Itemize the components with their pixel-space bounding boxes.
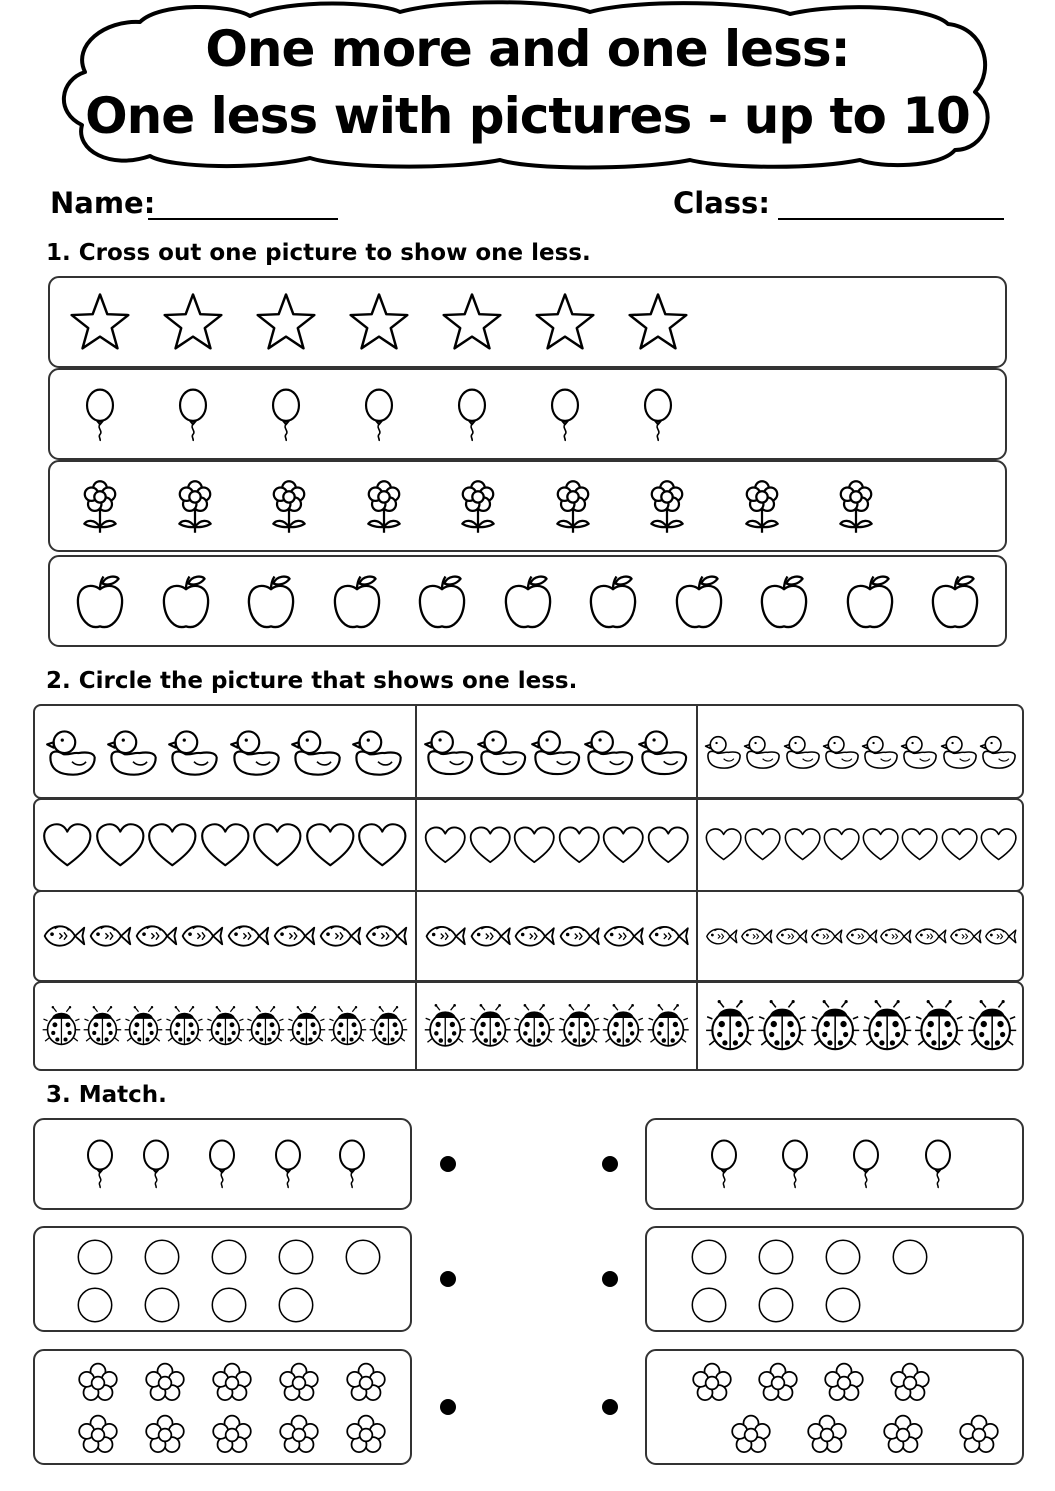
heart-icon[interactable]: [861, 825, 900, 864]
heart-icon[interactable]: [41, 819, 94, 872]
duck-icon[interactable]: [637, 725, 690, 778]
duck-icon[interactable]: [45, 725, 99, 779]
star-icon[interactable]: [534, 292, 596, 354]
balloon-icon[interactable]: [352, 373, 406, 457]
heart-icon[interactable]: [979, 825, 1018, 864]
circle-icon: [143, 1286, 181, 1324]
duck-icon[interactable]: [167, 725, 221, 779]
fish-icon[interactable]: [363, 913, 409, 959]
ladybug-icon[interactable]: [164, 1006, 205, 1047]
circle-icon: [210, 1286, 248, 1324]
flower-icon: [881, 1413, 925, 1457]
flower-icon: [143, 1361, 187, 1405]
fish-icon[interactable]: [844, 919, 879, 954]
balloon-icon[interactable]: [445, 373, 499, 457]
apple-icon[interactable]: [157, 569, 215, 635]
flower-icon: [957, 1413, 1001, 1457]
apple-icon[interactable]: [242, 569, 300, 635]
fish-icon[interactable]: [983, 919, 1018, 954]
flower-stem-icon[interactable]: [450, 467, 506, 547]
heart-icon[interactable]: [468, 823, 513, 868]
duck-icon[interactable]: [704, 732, 743, 771]
fish-icon[interactable]: [646, 914, 691, 959]
ladybug-icon[interactable]: [327, 1006, 368, 1047]
flower-stem-icon[interactable]: [261, 467, 317, 547]
fish-icon[interactable]: [948, 919, 983, 954]
circle-icon: [76, 1238, 114, 1276]
circle-icon: [891, 1238, 929, 1276]
heart-icon[interactable]: [940, 825, 979, 864]
apple-icon[interactable]: [71, 569, 129, 635]
match-dot[interactable]: [602, 1271, 618, 1287]
balloon-icon: [327, 1124, 377, 1204]
fish-icon[interactable]: [878, 919, 913, 954]
flower-stem-icon[interactable]: [167, 467, 223, 547]
star-icon[interactable]: [69, 292, 131, 354]
apple-icon[interactable]: [670, 569, 728, 635]
class-label: Class:: [673, 186, 770, 220]
ladybug-icon[interactable]: [861, 1000, 913, 1052]
flower-icon: [210, 1413, 254, 1457]
apple-icon[interactable]: [413, 569, 471, 635]
flower-icon: [76, 1361, 120, 1405]
heart-icon[interactable]: [646, 823, 691, 868]
balloon-icon: [131, 1124, 181, 1204]
circle-icon: [757, 1238, 795, 1276]
balloon-icon[interactable]: [259, 373, 313, 457]
flower-icon: [277, 1413, 321, 1457]
duck-icon[interactable]: [822, 732, 861, 771]
heart-icon[interactable]: [423, 823, 468, 868]
fish-icon[interactable]: [704, 919, 739, 954]
match-dot[interactable]: [440, 1399, 456, 1415]
apple-icon[interactable]: [584, 569, 642, 635]
name-label: Name:: [50, 186, 156, 220]
duck-icon[interactable]: [583, 725, 636, 778]
apple-icon[interactable]: [755, 569, 813, 635]
fish-icon[interactable]: [271, 913, 317, 959]
ladybug-icon[interactable]: [245, 1006, 286, 1047]
ladybug-icon[interactable]: [468, 1004, 513, 1049]
heart-icon[interactable]: [557, 823, 602, 868]
ladybug-icon[interactable]: [809, 1000, 861, 1052]
balloon-icon: [770, 1124, 820, 1204]
star-icon[interactable]: [348, 292, 410, 354]
heart-icon[interactable]: [783, 825, 822, 864]
fish-icon[interactable]: [512, 914, 557, 959]
heart-icon[interactable]: [601, 823, 646, 868]
flower-stem-icon[interactable]: [639, 467, 695, 547]
flower-icon: [277, 1361, 321, 1405]
balloon-icon: [197, 1124, 247, 1204]
flower-icon: [756, 1361, 800, 1405]
fish-icon[interactable]: [87, 913, 133, 959]
duck-icon[interactable]: [423, 725, 476, 778]
circle-icon: [143, 1238, 181, 1276]
duck-icon[interactable]: [783, 732, 822, 771]
fish-icon[interactable]: [317, 913, 363, 959]
fish-icon[interactable]: [774, 919, 809, 954]
title-line-1: One more and one less:: [205, 20, 850, 78]
flower-icon: [888, 1361, 932, 1405]
heart-icon[interactable]: [743, 825, 782, 864]
duck-icon[interactable]: [861, 732, 900, 771]
ladybug-icon[interactable]: [966, 1000, 1018, 1052]
fish-icon[interactable]: [913, 919, 948, 954]
ladybug-icon[interactable]: [41, 1006, 82, 1047]
circle-icon: [277, 1238, 315, 1276]
circle-icon: [344, 1238, 382, 1276]
heart-icon[interactable]: [146, 819, 199, 872]
balloon-icon[interactable]: [166, 373, 220, 457]
fish-icon[interactable]: [809, 919, 844, 954]
flower-stem-icon[interactable]: [545, 467, 601, 547]
flower-stem-icon[interactable]: [828, 467, 884, 547]
section-2-instruction: 2. Circle the picture that shows one less.: [46, 668, 578, 694]
fish-icon[interactable]: [133, 913, 179, 959]
ladybug-icon[interactable]: [756, 1000, 808, 1052]
balloon-icon: [841, 1124, 891, 1204]
ladybug-icon[interactable]: [82, 1006, 123, 1047]
match-dot[interactable]: [602, 1399, 618, 1415]
star-icon[interactable]: [255, 292, 317, 354]
flower-icon: [344, 1361, 388, 1405]
heart-icon[interactable]: [94, 819, 147, 872]
title-line-2: One less with pictures - up to 10: [85, 87, 970, 145]
fish-icon[interactable]: [601, 914, 646, 959]
balloon-icon[interactable]: [538, 373, 592, 457]
ladybug-icon[interactable]: [368, 1006, 409, 1047]
fish-icon[interactable]: [468, 914, 513, 959]
flower-stem-icon[interactable]: [72, 467, 128, 547]
duck-icon[interactable]: [106, 725, 160, 779]
duck-icon[interactable]: [476, 725, 529, 778]
circle-icon: [757, 1286, 795, 1324]
section-3-instruction: 3. Match.: [46, 1082, 167, 1108]
heart-icon[interactable]: [356, 819, 409, 872]
section-1-instruction: 1. Cross out one picture to show one less.: [46, 240, 591, 266]
circle-icon: [210, 1238, 248, 1276]
ladybug-icon[interactable]: [205, 1006, 246, 1047]
flower-icon: [344, 1413, 388, 1457]
balloon-icon: [263, 1124, 313, 1204]
ladybug-icon[interactable]: [123, 1006, 164, 1047]
flower-icon: [143, 1413, 187, 1457]
circle-icon: [690, 1238, 728, 1276]
ladybug-icon[interactable]: [601, 1004, 646, 1049]
ladybug-icon[interactable]: [913, 1000, 965, 1052]
flower-icon: [729, 1413, 773, 1457]
duck-icon[interactable]: [940, 732, 979, 771]
apple-icon[interactable]: [841, 569, 899, 635]
flower-stem-icon[interactable]: [356, 467, 412, 547]
circle-icon: [690, 1286, 728, 1324]
duck-icon[interactable]: [290, 725, 344, 779]
circle-icon: [277, 1286, 315, 1324]
circle-icon: [76, 1286, 114, 1324]
flower-icon: [822, 1361, 866, 1405]
balloon-icon: [913, 1124, 963, 1204]
name-answer-line[interactable]: [148, 218, 338, 220]
heart-icon[interactable]: [251, 819, 304, 872]
star-icon[interactable]: [627, 292, 689, 354]
star-icon[interactable]: [441, 292, 503, 354]
apple-icon[interactable]: [926, 569, 984, 635]
fish-icon[interactable]: [41, 913, 87, 959]
section-2-column-divider: [415, 704, 417, 1071]
ladybug-icon[interactable]: [704, 1000, 756, 1052]
match-dot[interactable]: [440, 1156, 456, 1172]
duck-icon[interactable]: [351, 725, 405, 779]
class-answer-line[interactable]: [778, 218, 1004, 220]
balloon-icon: [75, 1124, 125, 1204]
duck-icon[interactable]: [743, 732, 782, 771]
fish-icon[interactable]: [423, 914, 468, 959]
star-icon[interactable]: [162, 292, 224, 354]
duck-icon[interactable]: [229, 725, 283, 779]
apple-icon[interactable]: [328, 569, 386, 635]
section-2-grid: [33, 704, 1024, 1071]
duck-icon[interactable]: [900, 732, 939, 771]
balloon-icon[interactable]: [73, 373, 127, 457]
circle-icon: [824, 1286, 862, 1324]
heart-icon[interactable]: [900, 825, 939, 864]
ladybug-icon[interactable]: [423, 1004, 468, 1049]
ladybug-icon[interactable]: [646, 1004, 691, 1049]
flower-icon: [690, 1361, 734, 1405]
match-dot[interactable]: [440, 1271, 456, 1287]
flower-icon: [210, 1361, 254, 1405]
balloon-icon[interactable]: [631, 373, 685, 457]
flower-icon: [805, 1413, 849, 1457]
match-dot[interactable]: [602, 1156, 618, 1172]
ladybug-icon[interactable]: [557, 1004, 602, 1049]
heart-icon[interactable]: [304, 819, 357, 872]
flower-stem-icon[interactable]: [734, 467, 790, 547]
fish-icon[interactable]: [225, 913, 271, 959]
ladybug-icon[interactable]: [286, 1006, 327, 1047]
ladybug-icon[interactable]: [512, 1004, 557, 1049]
circle-icon: [824, 1238, 862, 1276]
fish-icon[interactable]: [739, 919, 774, 954]
flower-icon: [76, 1413, 120, 1457]
duck-icon[interactable]: [530, 725, 583, 778]
apple-icon[interactable]: [499, 569, 557, 635]
duck-icon[interactable]: [979, 732, 1018, 771]
section-2-column-divider: [696, 704, 698, 1071]
balloon-icon: [699, 1124, 749, 1204]
heart-icon[interactable]: [512, 823, 557, 868]
heart-icon[interactable]: [822, 825, 861, 864]
fish-icon[interactable]: [179, 913, 225, 959]
heart-icon[interactable]: [199, 819, 252, 872]
fish-icon[interactable]: [557, 914, 602, 959]
heart-icon[interactable]: [704, 825, 743, 864]
